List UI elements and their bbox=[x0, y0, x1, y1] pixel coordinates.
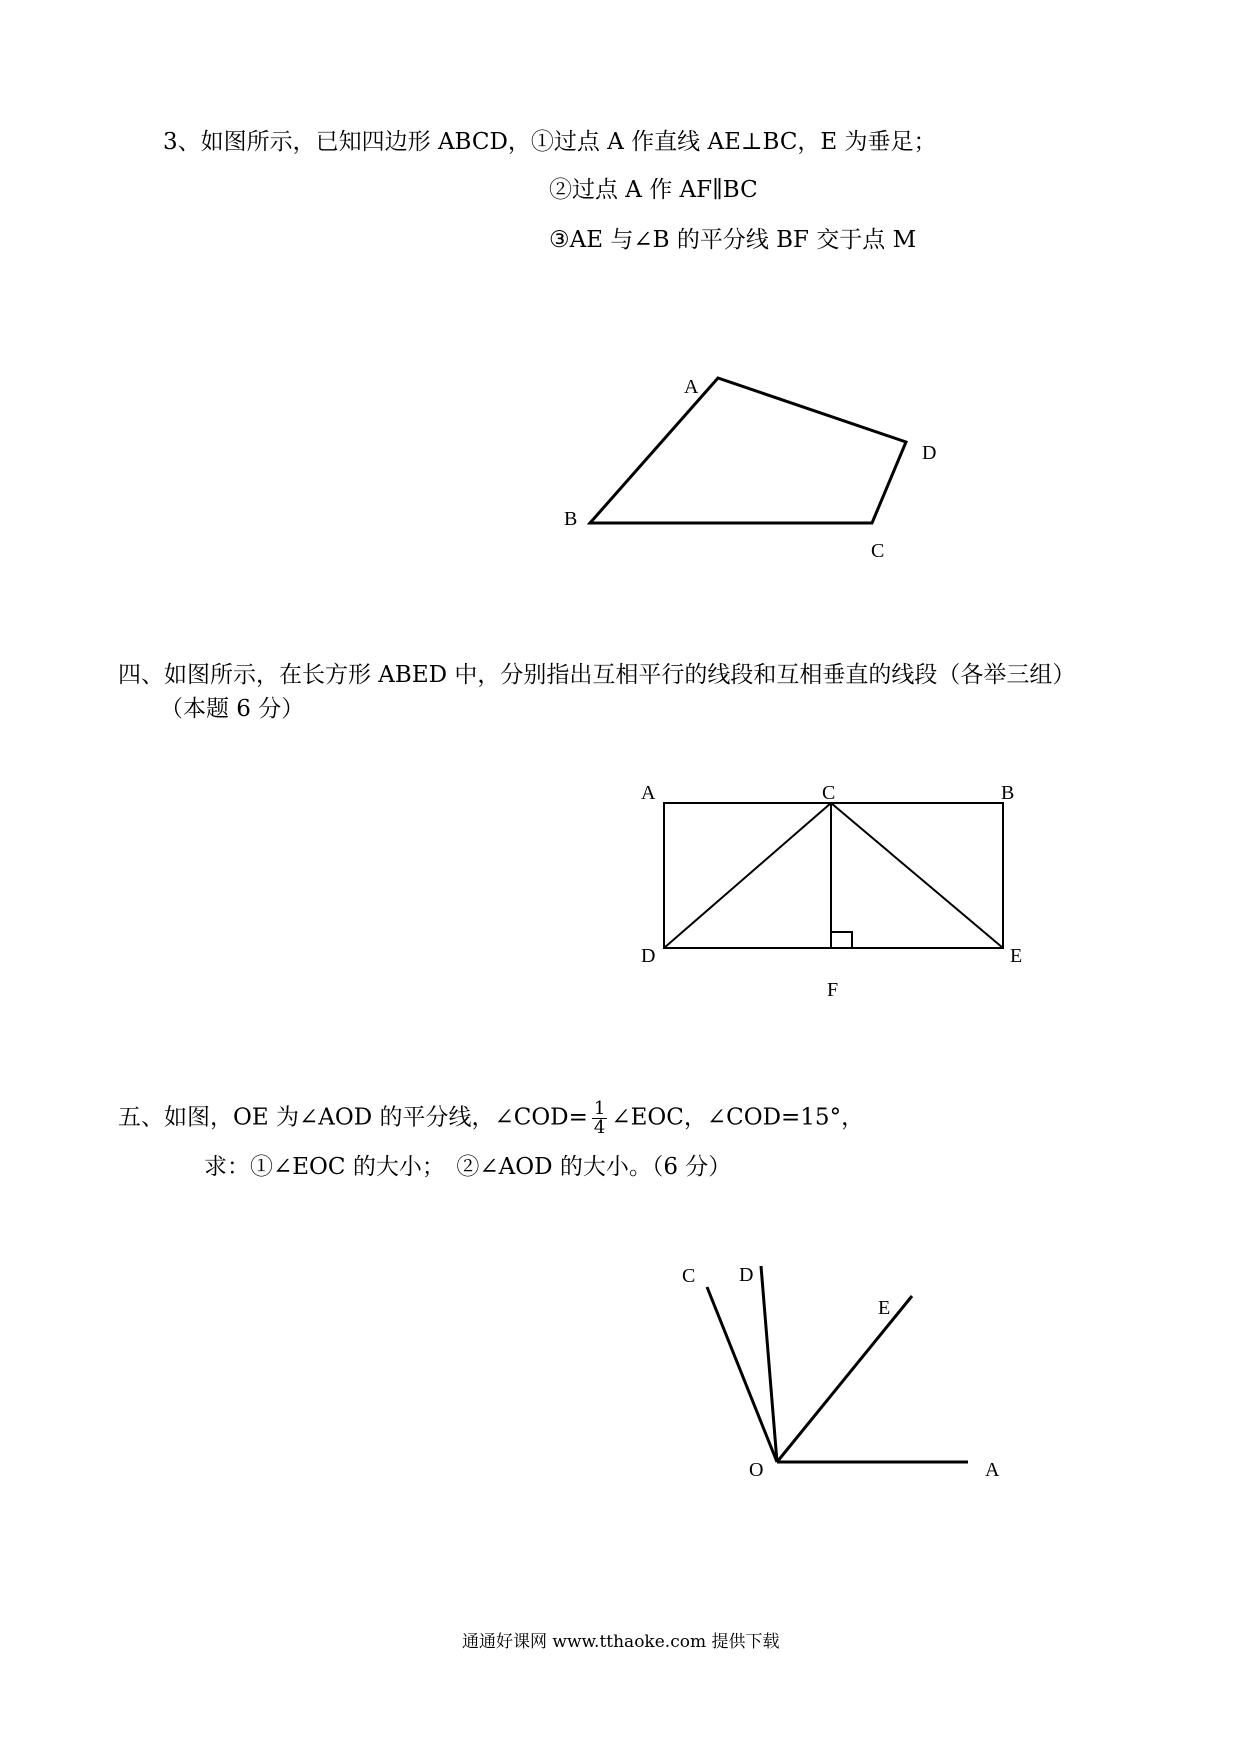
q5-label-c: C bbox=[682, 1265, 696, 1287]
fraction-numerator: 1 bbox=[593, 1098, 606, 1119]
q3-label-a: A bbox=[684, 376, 699, 398]
ray-oe bbox=[777, 1296, 912, 1462]
q3-label-c: C bbox=[871, 540, 885, 562]
q4-label-b: B bbox=[1001, 782, 1015, 804]
q3-line-1: 3、如图所示，已知四边形 ABCD，①过点 A 作直线 AE⊥BC，E 为垂足； bbox=[163, 129, 937, 155]
q4-label-a: A bbox=[641, 782, 656, 804]
q4-line-1: 四、如图所示，在长方形 ABED 中，分别指出互相平行的线段和互相垂直的线段（各举三组） bbox=[118, 662, 1076, 688]
q5-label-d: D bbox=[739, 1264, 754, 1286]
q3-label-b: B bbox=[564, 508, 578, 530]
q5-line-1-end: ∠EOC，∠COD=15°， bbox=[611, 1104, 865, 1131]
q3-label-d: D bbox=[922, 442, 937, 464]
q5-line-2: 求：①∠EOC 的大小； ②∠AOD 的大小。（6 分） bbox=[204, 1154, 732, 1180]
q5-label-e: E bbox=[878, 1297, 891, 1319]
q5-label-o: O bbox=[749, 1459, 764, 1481]
q5-line-1-start: 五、如图，OE 为∠AOD 的平分线，∠COD= bbox=[118, 1104, 588, 1131]
q4-label-e: E bbox=[1010, 945, 1023, 967]
ray-oc bbox=[707, 1287, 777, 1462]
q4-label-f: F bbox=[827, 979, 839, 1001]
q4-line-2: （本题 6 分） bbox=[160, 696, 305, 722]
q5-label-a: A bbox=[985, 1459, 1000, 1481]
ray-od bbox=[761, 1266, 777, 1462]
footer-text: 通通好课网 www.tthaoke.com 提供下载 bbox=[462, 1632, 780, 1652]
q3-line-2: ②过点 A 作 AF∥BC bbox=[549, 177, 758, 203]
q4-label-c: C bbox=[822, 782, 836, 804]
q3-line-3: ③AE 与∠B 的平分线 BF 交于点 M bbox=[549, 227, 917, 253]
fraction-denominator: 4 bbox=[593, 1117, 606, 1138]
q4-label-d: D bbox=[641, 945, 656, 967]
